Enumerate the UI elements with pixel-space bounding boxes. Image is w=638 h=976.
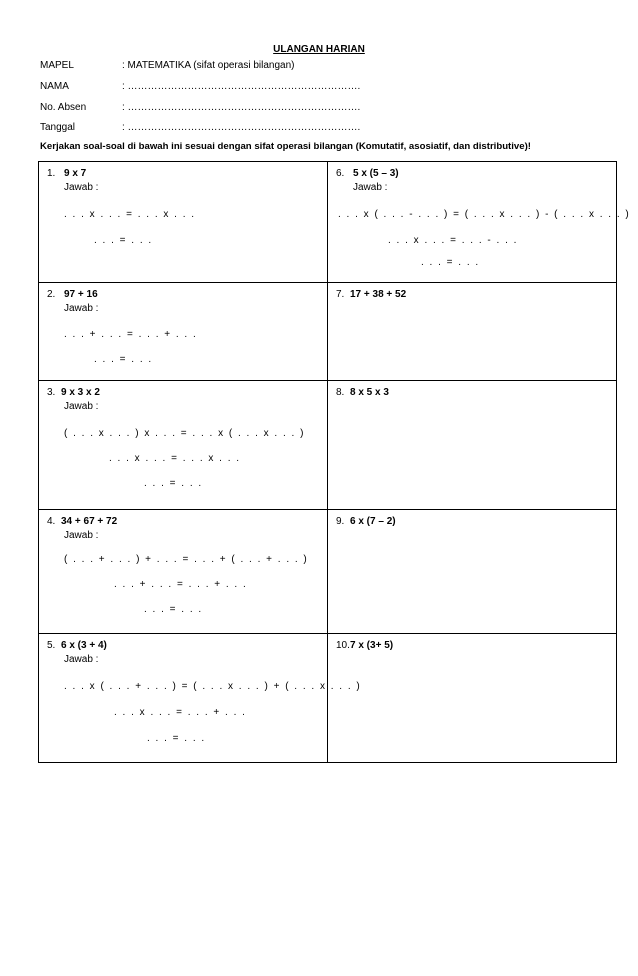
table-row bbox=[39, 634, 617, 763]
page-title: ULANGAN HARIAN bbox=[273, 44, 365, 55]
jawab-label: Jawab : bbox=[64, 182, 99, 193]
problem-expression: 34 + 67 + 72 bbox=[61, 516, 118, 527]
answer-step: . . . + . . . = . . . + . . . bbox=[114, 579, 248, 590]
problem-expression: 17 + 38 + 52 bbox=[350, 289, 407, 300]
answer-step: . . . x ( . . . - . . . ) = ( . . . x . . . ) - ( . . . x . . . ) bbox=[338, 209, 631, 220]
table-row bbox=[39, 162, 617, 283]
problem-number: 2. bbox=[47, 289, 56, 300]
jawab-label: Jawab : bbox=[353, 182, 388, 193]
problem-number: 7. bbox=[336, 289, 345, 300]
jawab-label: Jawab : bbox=[64, 654, 99, 665]
problem-expression: 6 x (7 – 2) bbox=[350, 516, 396, 527]
problem-expression: 9 x 7 bbox=[64, 168, 87, 179]
problem-cell-7 bbox=[328, 283, 617, 381]
problem-number: 5. bbox=[47, 640, 56, 651]
answer-step: . . . = . . . bbox=[421, 257, 480, 268]
problem-cell-4 bbox=[39, 510, 328, 634]
table-row bbox=[39, 381, 617, 510]
answer-step: . . . = . . . bbox=[94, 354, 153, 365]
problem-table bbox=[38, 161, 631, 763]
info-label: MAPEL bbox=[40, 60, 74, 71]
problem-cell-10 bbox=[328, 634, 617, 763]
answer-step: . . . x . . . = . . . - . . . bbox=[388, 235, 518, 246]
answer-step: ( . . . + . . . ) + . . . = . . . + ( . . . + . . . ) bbox=[64, 554, 309, 565]
problem-cell-8 bbox=[328, 381, 617, 510]
problem-expression: 5 x (5 – 3) bbox=[353, 168, 399, 179]
jawab-label: Jawab : bbox=[64, 530, 99, 541]
problem-expression: 9 x 3 x 2 bbox=[61, 387, 100, 398]
answer-step: . . . x ( . . . + . . . ) = ( . . . x . . . ) + ( . . . x . . . ) bbox=[64, 681, 362, 692]
answer-step: . . . = . . . bbox=[147, 733, 206, 744]
problem-expression: 97 + 16 bbox=[64, 289, 98, 300]
answer-step: . . . x . . . = . . . x . . . bbox=[64, 209, 196, 220]
table-row bbox=[39, 510, 617, 634]
info-label: No. Absen bbox=[40, 102, 87, 113]
info-label: Tanggal bbox=[40, 122, 76, 133]
answer-step: . . . x . . . = . . . + . . . bbox=[114, 707, 247, 718]
jawab-label: Jawab : bbox=[64, 401, 99, 412]
problem-number: 10. bbox=[336, 640, 350, 651]
answer-step: . . . = . . . bbox=[144, 478, 203, 489]
info-label: NAMA bbox=[40, 81, 69, 92]
problem-number: 4. bbox=[47, 516, 56, 527]
answer-step: ( . . . x . . . ) x . . . = . . . x ( . . . x . . . ) bbox=[64, 428, 305, 439]
table-row bbox=[39, 283, 617, 381]
info-value: : MATEMATIKA (sifat operasi bilangan) bbox=[122, 60, 295, 71]
info-value: : ……………………………………………………………. bbox=[122, 102, 361, 113]
problem-cell-3 bbox=[39, 381, 328, 510]
problem-number: 6. bbox=[336, 168, 345, 179]
problem-cell-9 bbox=[328, 510, 617, 634]
problem-number: 9. bbox=[336, 516, 345, 527]
jawab-label: Jawab : bbox=[64, 303, 99, 314]
answer-step: . . . + . . . = . . . + . . . bbox=[64, 329, 198, 340]
problem-expression: 7 x (3+ 5) bbox=[350, 640, 394, 651]
problem-cell-2 bbox=[39, 283, 328, 381]
answer-step: . . . = . . . bbox=[94, 235, 153, 246]
info-value: : ……………………………………………………………. bbox=[122, 122, 361, 133]
problem-number: 1. bbox=[47, 168, 56, 179]
problem-cell-1 bbox=[39, 162, 328, 283]
problem-expression: 6 x (3 + 4) bbox=[61, 640, 107, 651]
problem-expression: 8 x 5 x 3 bbox=[350, 387, 389, 398]
instruction-text: Kerjakan soal-soal di bawah ini sesuai dengan sifat operasi bilangan (Komutatif, asosiatif, dan distributive)! bbox=[40, 141, 531, 152]
problem-number: 8. bbox=[336, 387, 345, 398]
info-value: : ……………………………………………………………. bbox=[122, 81, 361, 92]
problem-cell-6 bbox=[328, 162, 631, 283]
problem-number: 3. bbox=[47, 387, 56, 398]
answer-step: . . . = . . . bbox=[144, 604, 203, 615]
answer-step: . . . x . . . = . . . x . . . bbox=[109, 453, 241, 464]
